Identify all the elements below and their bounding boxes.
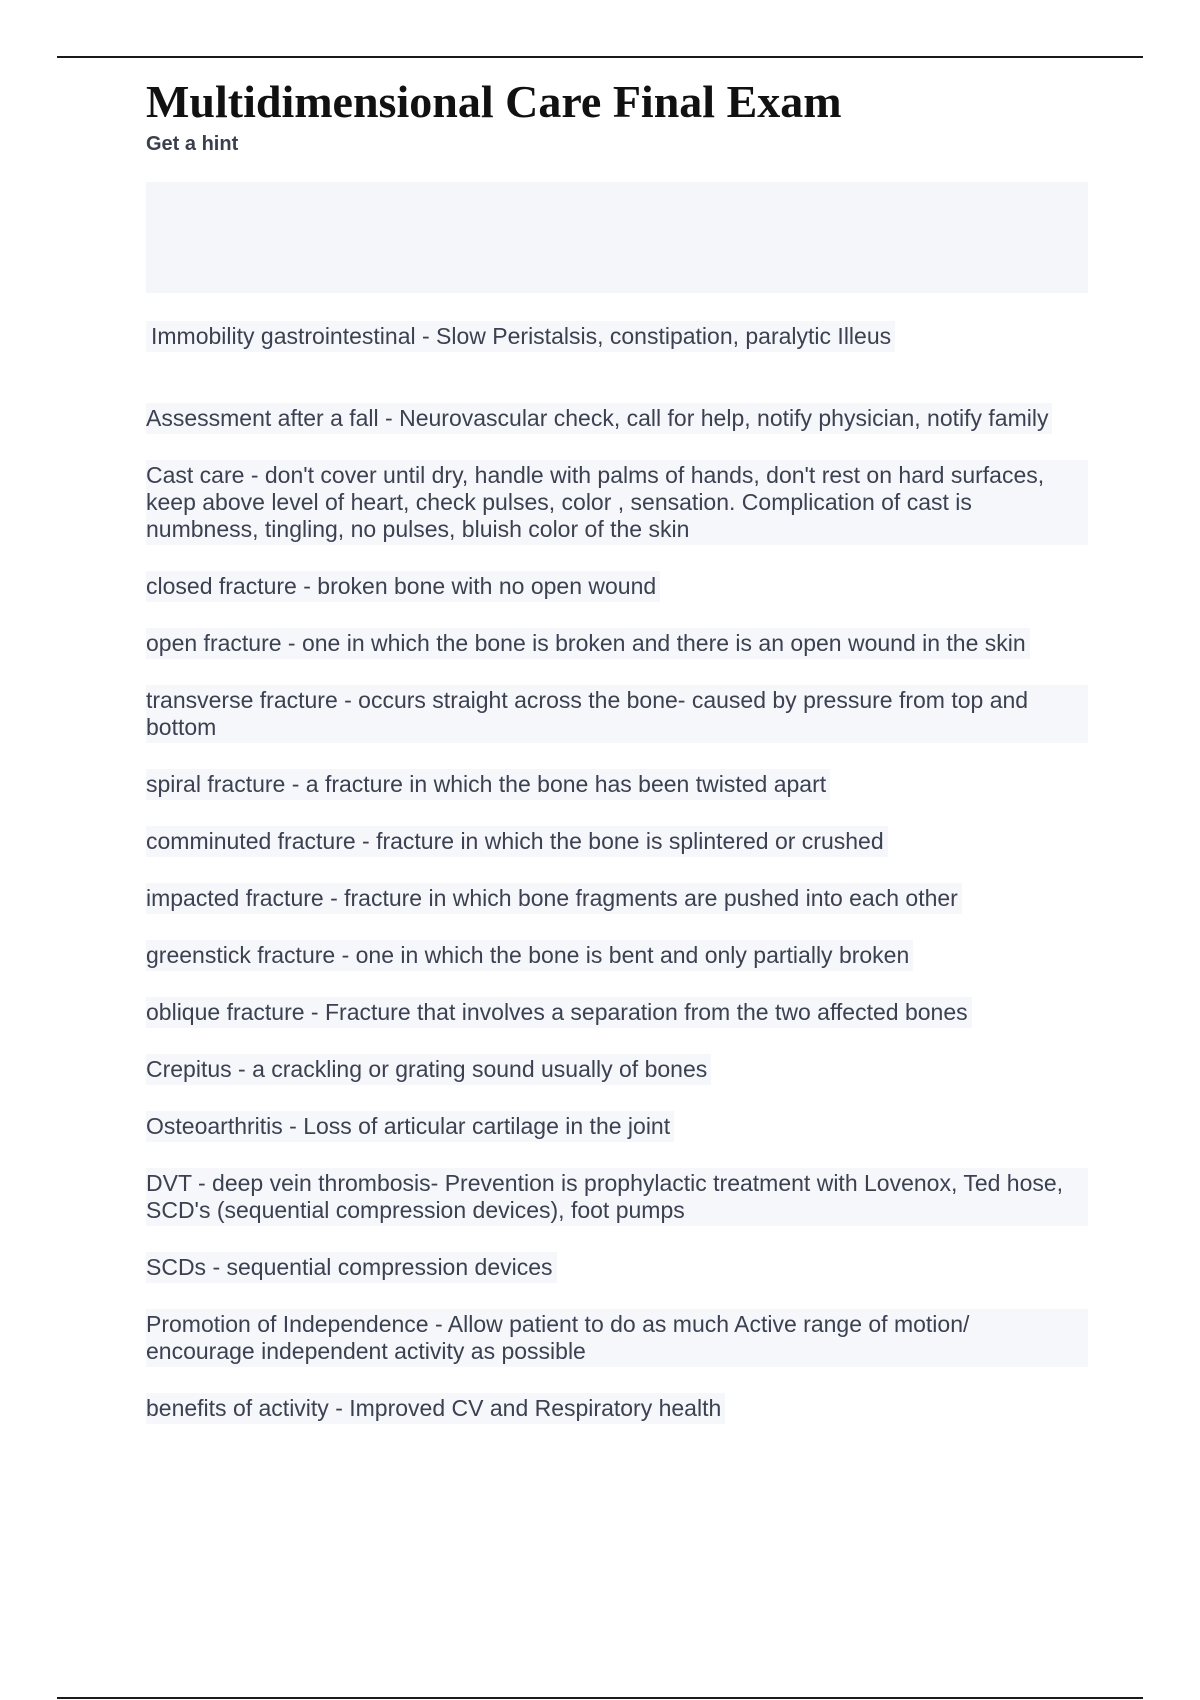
bottom-rule xyxy=(57,1697,1143,1699)
page-title: Multidimensional Care Final Exam xyxy=(146,76,842,127)
hint-link[interactable]: Get a hint xyxy=(146,133,239,155)
term-item: Assessment after a fall - Neurovascular check, call for help, notify physician, notify family xyxy=(146,403,1052,434)
document-page xyxy=(146,72,1088,1450)
blank-content-box xyxy=(146,182,1088,293)
term-item: oblique fracture - Fracture that involves a separation from the two affected bones xyxy=(146,997,972,1028)
term-item: Promotion of Independence - Allow patient to do as much Active range of motion/ encourage independent activity as possible xyxy=(146,1309,1088,1367)
term-item: comminuted fracture - fracture in which the bone is splintered or crushed xyxy=(146,826,888,857)
term-item: impacted fracture - fracture in which bone fragments are pushed into each other xyxy=(146,883,962,914)
term-item: spiral fracture - a fracture in which the bone has been twisted apart xyxy=(146,769,830,800)
term-item: transverse fracture - occurs straight across the bone- caused by pressure from top and bottom xyxy=(146,685,1088,743)
term-item: DVT - deep vein thrombosis- Prevention is prophylactic treatment with Lovenox, Ted hose, SCD's (sequential compression devices), foot pumps xyxy=(146,1168,1088,1226)
term-item: greenstick fracture - one in which the bone is bent and only partially broken xyxy=(146,940,913,971)
term-list xyxy=(146,321,1088,1424)
term-item: Crepitus - a crackling or grating sound usually of bones xyxy=(146,1054,711,1085)
term-item: open fracture - one in which the bone is broken and there is an open wound in the skin xyxy=(146,628,1030,659)
term-item: Cast care - don't cover until dry, handle with palms of hands, don't rest on hard surfaces, keep above level of heart, check pulses, color , sensation. Complication of cast is numbness, tingling, no pulses, bluish color of the skin xyxy=(146,460,1088,545)
term-item: benefits of activity - Improved CV and Respiratory health xyxy=(146,1393,725,1424)
term-item: Osteoarthritis - Loss of articular cartilage in the joint xyxy=(146,1111,674,1142)
term-item: Immobility gastrointestinal - Slow Peristalsis, constipation, paralytic Illeus xyxy=(146,321,895,352)
term-item: SCDs - sequential compression devices xyxy=(146,1252,557,1283)
term-item: closed fracture - broken bone with no open wound xyxy=(146,571,660,602)
top-rule xyxy=(57,56,1143,58)
